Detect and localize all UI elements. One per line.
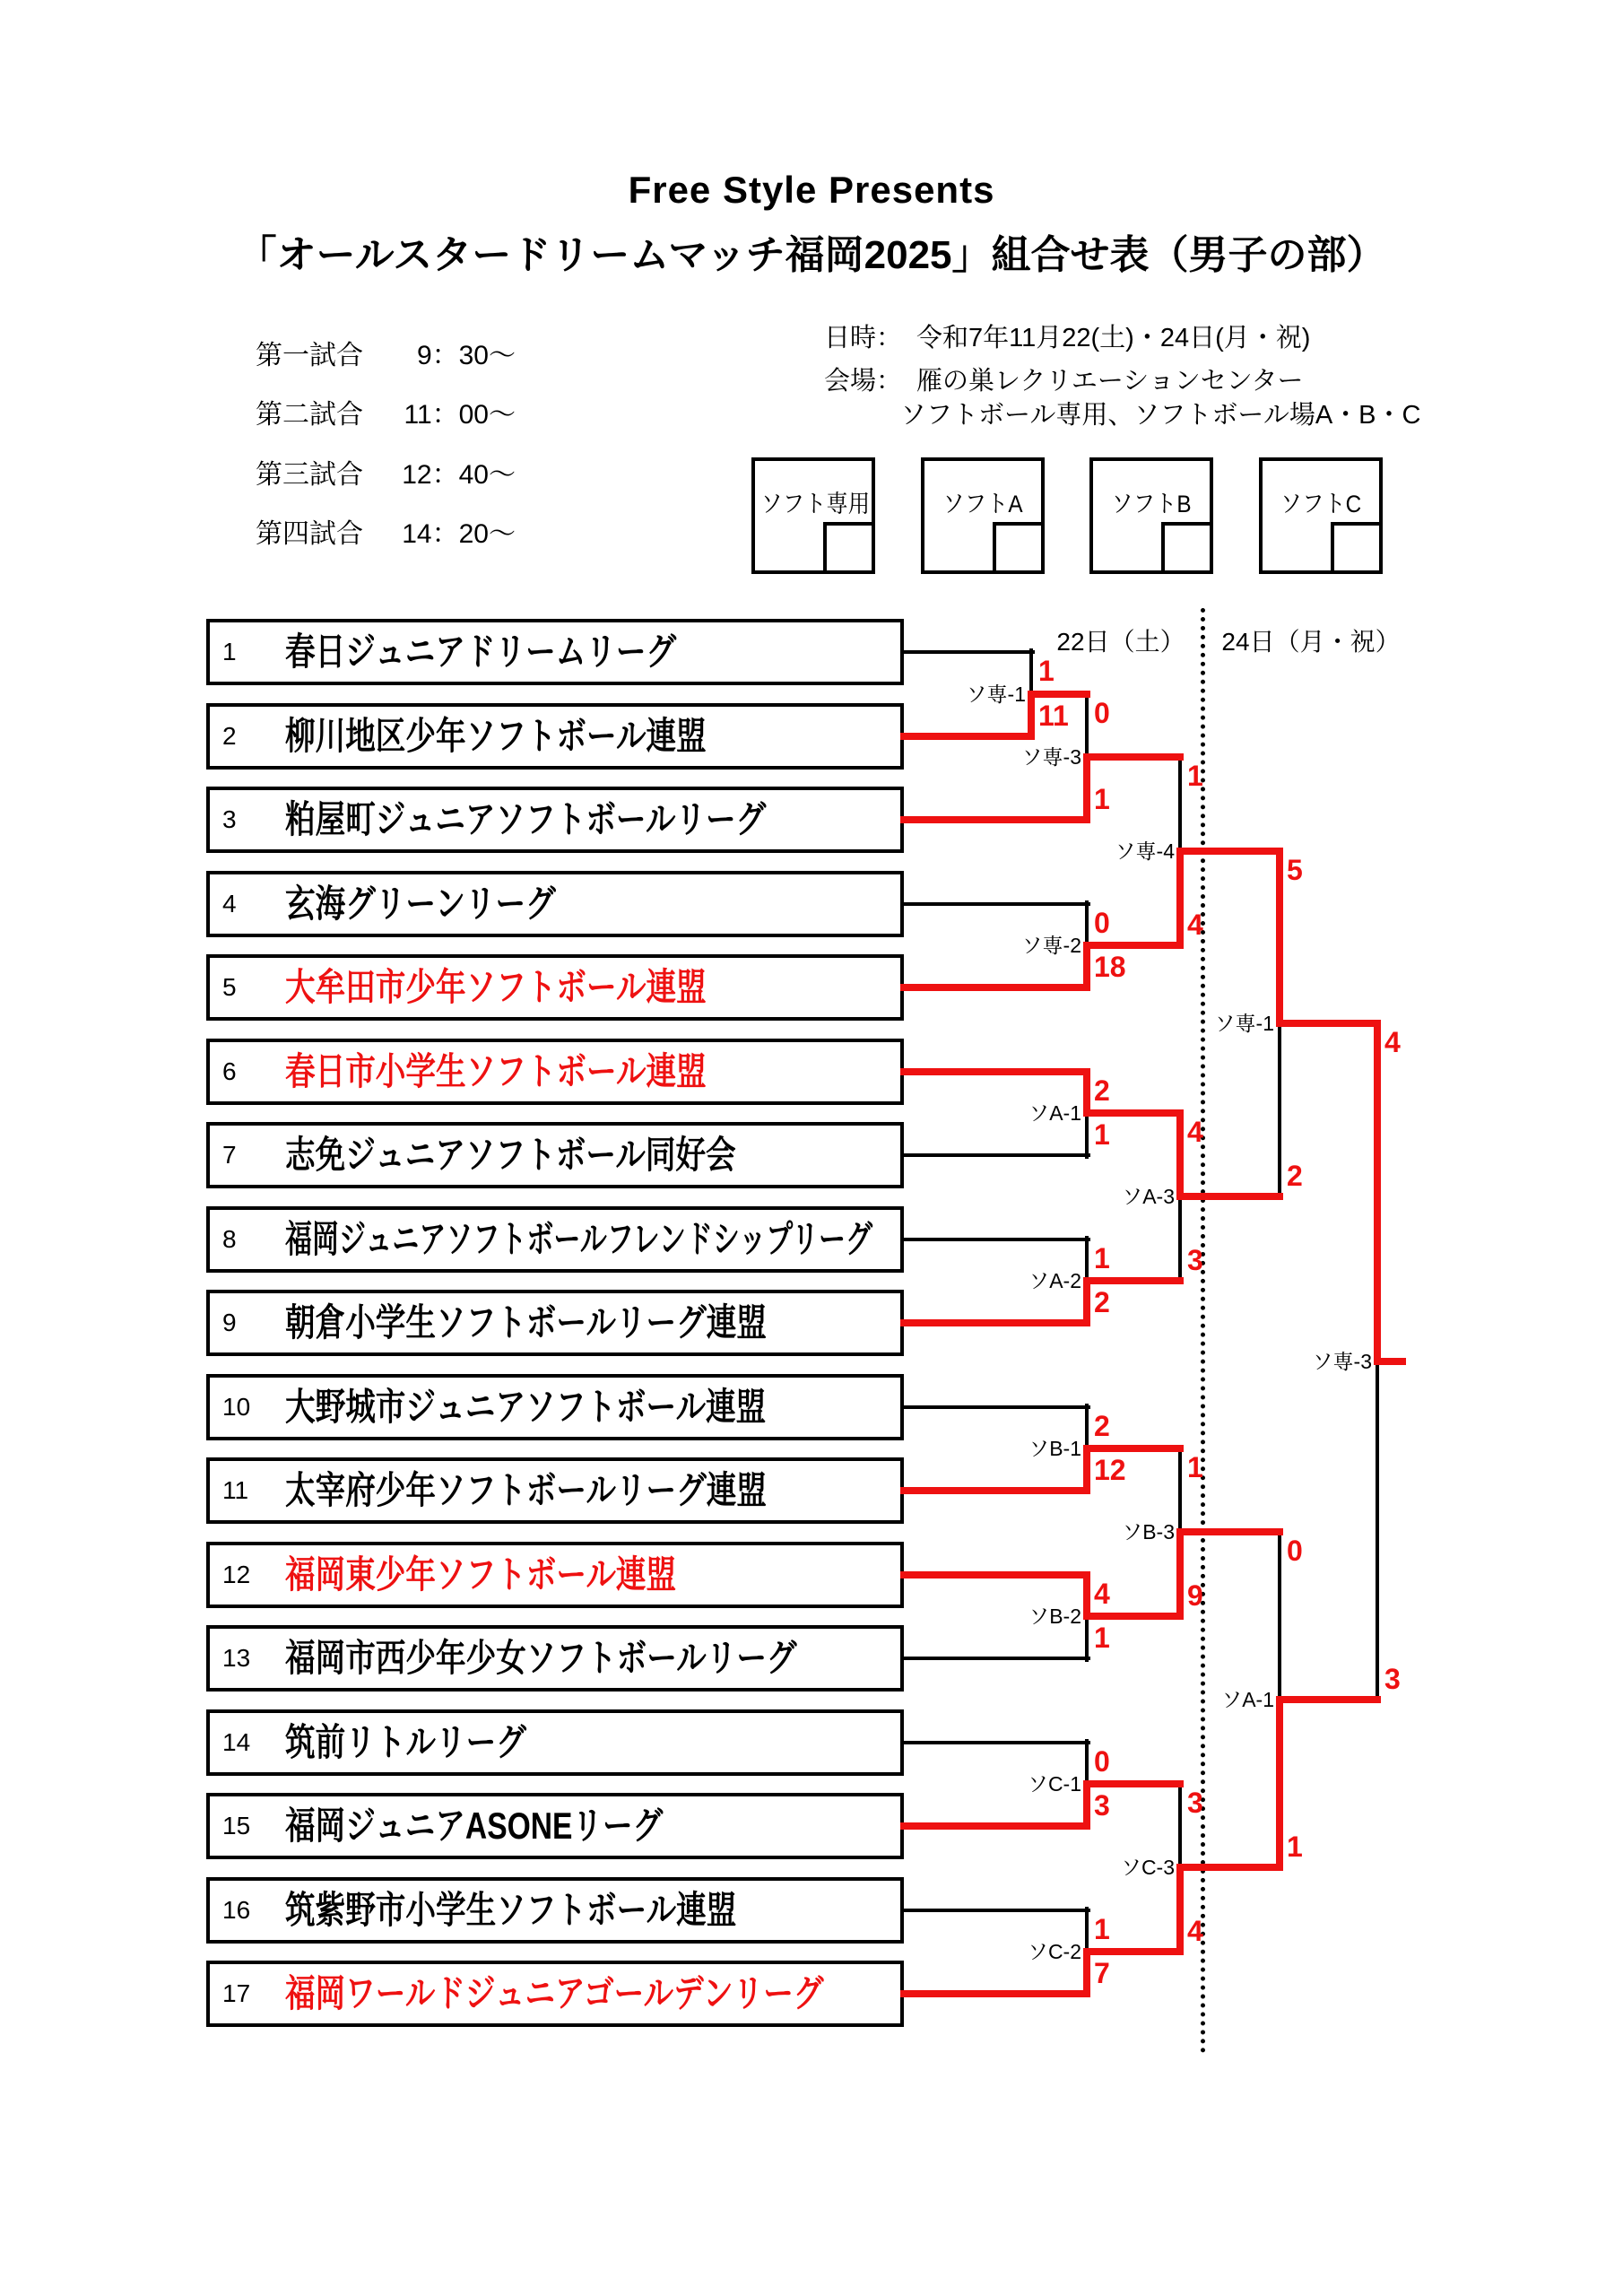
team-name: 筑紫野市小学生ソフトボール連盟	[285, 1889, 737, 1931]
bracket-line	[900, 650, 1035, 654]
venue-line	[824, 366, 1304, 396]
bracket-line	[900, 1822, 1090, 1830]
team-box	[206, 619, 904, 685]
venue-line-2: ソフトボール専用、ソフトボール場A・B・C	[900, 401, 1421, 430]
match-score-top: 0	[1094, 907, 1110, 939]
team-name: 太宰府少年ソフトボールリーグ連盟	[285, 1469, 767, 1511]
bracket-line	[1176, 848, 1283, 855]
bracket-line	[1176, 1528, 1283, 1535]
schedule-row	[256, 459, 516, 491]
match-label: ソ専-1	[966, 683, 1026, 706]
field-label: ソフトC	[1280, 491, 1362, 517]
team-name: 大牟田市少年ソフトボール連盟	[285, 966, 707, 1008]
team-number: 11	[222, 1476, 249, 1504]
team-number: 16	[222, 1896, 251, 1924]
match-label: ソA-2	[1028, 1269, 1081, 1292]
bracket-line	[1278, 1020, 1281, 1200]
bracket-line	[900, 733, 1035, 740]
bracket-line	[1083, 1277, 1090, 1326]
team-number: 5	[222, 973, 237, 1001]
team-box	[206, 1793, 904, 1859]
match-label: ソC-1	[1027, 1772, 1081, 1796]
bracket-line	[1278, 1528, 1281, 1703]
field-box	[1089, 457, 1213, 574]
schedule-time: 14：20～	[402, 519, 516, 549]
bracket-line	[1085, 1109, 1089, 1159]
team-box	[206, 1122, 904, 1188]
schedule-time: 12：40～	[402, 460, 516, 490]
bracket-line	[1083, 753, 1090, 823]
bracket-line	[1176, 1864, 1184, 1955]
bracket-line	[900, 902, 1090, 906]
match-label: ソC-3	[1120, 1856, 1175, 1879]
match-score-top: 1	[1187, 1451, 1203, 1483]
bracket-line	[1276, 1020, 1381, 1027]
bracket-line	[1083, 1948, 1184, 1955]
team-number: 3	[222, 805, 237, 833]
schedule-time: 9：30～	[416, 341, 516, 370]
field-label: ソフト専用	[760, 491, 870, 517]
bracket-line	[900, 1657, 1090, 1660]
team-number: 13	[222, 1644, 251, 1672]
field-label: ソフトA	[942, 491, 1023, 517]
page-title: Free Style Presents	[628, 169, 995, 211]
bracket-line	[900, 1238, 1090, 1241]
match-score-top: 2	[1094, 1410, 1110, 1442]
bracket-line	[1178, 1445, 1182, 1535]
team-box	[206, 703, 904, 770]
match-score-bottom: 3	[1094, 1789, 1110, 1822]
match-score-top: 4	[1384, 1026, 1401, 1058]
team-name: 福岡ジュニアソフトボールフレンドシップリーグ	[285, 1218, 873, 1260]
team-number: 10	[222, 1393, 251, 1421]
match-score-top: 3	[1187, 1787, 1203, 1819]
match-score-top: 1	[1187, 760, 1203, 792]
team-number: 6	[222, 1057, 237, 1085]
bracket-line	[1083, 1780, 1184, 1787]
match-score-bottom: 4	[1187, 909, 1203, 941]
match-score-bottom: 4	[1187, 1915, 1203, 1947]
team-name: 志免ジュニアソフトボール同好会	[285, 1134, 736, 1176]
match-score-top: 4	[1094, 1578, 1110, 1610]
match-score-top: 1	[1094, 1242, 1110, 1274]
bracket-line	[1085, 691, 1089, 761]
match-label: ソB-2	[1028, 1605, 1081, 1628]
bracket-line	[1176, 1864, 1283, 1871]
field-box	[751, 457, 875, 574]
bracket-line	[900, 1571, 1090, 1578]
bracket-line	[1176, 1193, 1283, 1200]
bracket-line	[900, 984, 1090, 991]
match-label: ソ専-4	[1115, 839, 1175, 863]
bracket-line	[1374, 1358, 1406, 1365]
match-score-bottom: 2	[1287, 1160, 1303, 1192]
team-number: 14	[222, 1728, 251, 1756]
match-score-bottom: 11	[1038, 700, 1069, 732]
match-label: ソA-1	[1028, 1101, 1081, 1125]
team-name: 春日市小学生ソフトボール連盟	[285, 1050, 707, 1092]
match-label: ソB-3	[1122, 1520, 1175, 1544]
match-score-top: 0	[1094, 1745, 1110, 1778]
schedule-match-label: 第二試合	[256, 400, 363, 430]
team-number: 2	[222, 722, 237, 750]
bracket-line	[1276, 848, 1283, 1027]
team-box	[206, 787, 904, 853]
bracket-line	[1083, 1948, 1090, 1997]
field-inner-box	[1331, 522, 1379, 570]
bracket-line	[1083, 753, 1184, 761]
team-box	[206, 1625, 904, 1692]
team-number: 7	[222, 1141, 237, 1169]
team-name: 春日ジュニアドリームリーグ	[285, 631, 677, 673]
schedule-row	[256, 340, 516, 372]
team-name: 福岡東少年ソフトボール連盟	[285, 1553, 677, 1596]
datetime-label: 日時：	[824, 324, 903, 352]
bracket-line	[900, 1741, 1090, 1744]
bracket-line	[1083, 1613, 1184, 1620]
team-number: 17	[222, 1979, 251, 2007]
team-number: 15	[222, 1812, 251, 1839]
bracket-line	[1178, 1193, 1182, 1284]
match-score-bottom: 7	[1094, 1957, 1110, 1989]
team-name: 粕屋町ジュニアソフトボールリーグ	[285, 798, 767, 840]
team-box	[206, 1457, 904, 1524]
bracket-line	[1085, 1613, 1089, 1662]
day2-header: 24日（月・祝）	[1221, 628, 1401, 656]
match-score-top: 1	[1094, 1913, 1110, 1945]
schedule-row	[256, 518, 516, 551]
team-number: 9	[222, 1309, 237, 1336]
team-number: 4	[222, 890, 237, 918]
team-number: 8	[222, 1225, 237, 1253]
bracket-line	[1083, 1445, 1184, 1452]
team-number: 12	[222, 1561, 251, 1588]
bracket-line	[900, 816, 1090, 823]
bracket-line	[900, 1487, 1090, 1494]
bracket-line	[1376, 1358, 1379, 1703]
match-label: ソB-1	[1028, 1437, 1081, 1460]
match-label: ソ専-3	[1021, 745, 1081, 769]
team-box	[206, 871, 904, 937]
team-name: 玄海グリーンリーグ	[285, 883, 556, 925]
team-box	[206, 1206, 904, 1273]
match-label: ソ専-3	[1312, 1350, 1372, 1373]
bracket-line	[1083, 942, 1184, 949]
match-score-top: 5	[1287, 854, 1303, 886]
bracket-line	[1083, 1445, 1090, 1494]
team-box	[206, 1542, 904, 1608]
team-name: 筑前リトルリーグ	[285, 1721, 526, 1763]
field-box	[1259, 457, 1383, 574]
match-label: ソA-3	[1122, 1185, 1175, 1208]
team-number: 1	[222, 638, 237, 665]
bracket-line	[1083, 1109, 1184, 1117]
match-score-bottom: 1	[1094, 1118, 1110, 1151]
team-name: 大野城市ジュニアソフトボール連盟	[285, 1386, 767, 1428]
schedule-match-label: 第三試合	[256, 460, 363, 490]
schedule-match-label: 第四試合	[256, 519, 363, 549]
bracket-line	[1028, 691, 1090, 698]
bracket-line	[1374, 1020, 1381, 1365]
team-box	[206, 1039, 904, 1105]
match-score-bottom: 1	[1094, 1622, 1110, 1654]
field-inner-box	[993, 522, 1041, 570]
field-box	[921, 457, 1045, 574]
bracket-line	[1176, 1109, 1184, 1200]
page-subtitle: 「オールスタードリームマッチ福岡2025」組合せ表（男子の部）	[237, 233, 1386, 277]
bracket-line	[900, 1153, 1090, 1157]
bracket-line	[1176, 1528, 1184, 1620]
datetime-value: 令和7年11月22(土)・24日(月・祝)	[916, 324, 1311, 352]
match-label: ソA-1	[1221, 1688, 1274, 1711]
team-box	[206, 1961, 904, 2027]
match-score-bottom: 1	[1287, 1831, 1303, 1863]
match-score-top: 2	[1094, 1074, 1110, 1107]
bracket-line	[900, 1319, 1090, 1326]
bracket-line	[1083, 1780, 1090, 1830]
schedule-row	[256, 399, 516, 431]
team-box	[206, 1709, 904, 1776]
day1-header: 22日（土）	[1056, 628, 1185, 656]
match-label: ソ専-1	[1214, 1012, 1274, 1035]
match-score-bottom: 1	[1094, 783, 1110, 815]
team-name: 福岡市西少年少女ソフトボールリーグ	[285, 1637, 797, 1679]
match-score-bottom: 3	[1384, 1663, 1401, 1695]
bracket-line	[1178, 1780, 1182, 1871]
bracket-line	[1028, 691, 1035, 740]
match-label: ソC-2	[1027, 1940, 1081, 1963]
team-box	[206, 954, 904, 1021]
bracket-line	[900, 1909, 1090, 1912]
match-score-bottom: 3	[1187, 1244, 1203, 1276]
field-inner-box	[823, 522, 872, 570]
field-inner-box	[1161, 522, 1210, 570]
match-score-top: 0	[1094, 697, 1110, 729]
match-score-top: 1	[1038, 655, 1055, 687]
match-score-bottom: 9	[1187, 1579, 1203, 1612]
team-name: 柳川地区少年ソフトボール連盟	[285, 715, 707, 757]
match-score-bottom: 2	[1094, 1286, 1110, 1318]
match-score-top: 4	[1187, 1116, 1203, 1148]
team-box	[206, 1374, 904, 1440]
bracket-line	[1083, 942, 1090, 991]
match-score-top: 0	[1287, 1535, 1303, 1567]
bracket-line	[1083, 1277, 1184, 1284]
venue-value: 雁の巣レクリエーションセンター	[916, 367, 1304, 396]
match-label: ソ専-2	[1021, 934, 1081, 957]
team-name: 福岡ジュニアASONEリーグ	[285, 1805, 664, 1847]
bracket-line	[900, 1068, 1090, 1075]
bracket-line	[1176, 848, 1184, 949]
team-box	[206, 1877, 904, 1944]
bracket-line	[1276, 1696, 1283, 1871]
team-name: 福岡ワールドジュニアゴールデンリーグ	[285, 1972, 824, 2014]
bracket-line	[1276, 1696, 1381, 1703]
team-box	[206, 1290, 904, 1356]
day-separator-line	[1201, 608, 1205, 2054]
bracket-line	[900, 1990, 1090, 1997]
bracket-line	[1178, 753, 1182, 855]
schedule-time: 11：00～	[404, 400, 516, 430]
match-score-bottom: 12	[1094, 1454, 1126, 1486]
bracket-line	[900, 1405, 1090, 1409]
field-label: ソフトB	[1111, 491, 1192, 517]
venue-label: 会場：	[824, 367, 903, 396]
schedule-match-label: 第一試合	[256, 341, 363, 370]
team-name: 朝倉小学生ソフトボールリーグ連盟	[285, 1301, 767, 1344]
datetime-line	[824, 323, 1310, 353]
match-score-bottom: 18	[1094, 951, 1126, 983]
